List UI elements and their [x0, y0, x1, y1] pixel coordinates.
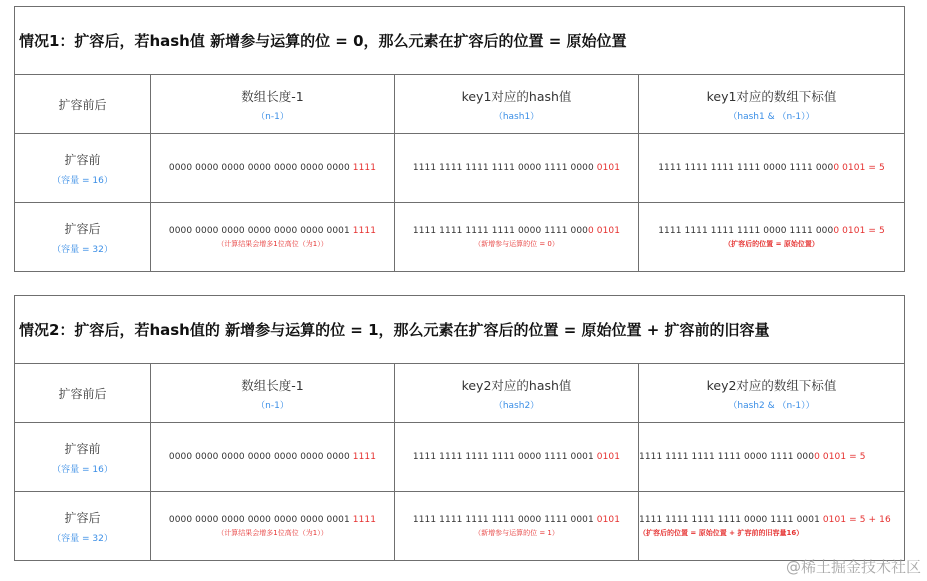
index-value: 1111 1111 1111 1111 0000 1111 0000 0101 = 5 （扩容后的位置 = 原始位置） — [639, 203, 905, 272]
case2-row-after — [15, 492, 905, 561]
case1-row-before — [15, 134, 905, 203]
hash-value: 1111 1111 1111 1111 0000 1111 0001 0101 — [395, 423, 639, 492]
row-label: 扩容后 （容量 = 32） — [15, 203, 151, 272]
case1-header-index: key1对应的数组下标值 （hash1 & （n-1）） — [639, 75, 905, 134]
row-label: 扩容前 （容量 = 16） — [15, 423, 151, 492]
n-minus-1-note: （计算结果会增多1位高位（为1）） — [217, 528, 328, 537]
n-minus-1-value: 0000 0000 0000 0000 0000 0000 0000 1111 — [151, 423, 395, 492]
hash-value: 1111 1111 1111 1111 0000 1111 0001 0101 （新增参与运算的位 = 1） — [395, 492, 639, 561]
index-value: 1111 1111 1111 1111 0000 1111 0001 0101 = 5 + 16 （扩容后的位置 = 原始位置 + 扩容前的旧容量16） — [639, 492, 905, 561]
case1-table — [14, 6, 904, 272]
case2-header-index: key2对应的数组下标值 （hash2 & （n-1）） — [639, 364, 905, 423]
case2-header-phase: 扩容前后 — [15, 364, 151, 423]
index-value: 1111 1111 1111 1111 0000 1111 0000 0101 = 5 — [639, 423, 905, 492]
hash-value: 1111 1111 1111 1111 0000 1111 0000 0101 （新增参与运算的位 = 0） — [395, 203, 639, 272]
case2-header-row — [15, 364, 905, 423]
hash-note: （新增参与运算的位 = 0） — [474, 239, 559, 248]
case1-title: 情况1：扩容后，若hash值 新增参与运算的位 = 0，那么元素在扩容后的位置 = 原始位置 — [15, 7, 905, 75]
n-minus-1-value: 0000 0000 0000 0000 0000 0000 0000 1111 — [151, 134, 395, 203]
case2-header-hash: key2对应的hash值 （hash2） — [395, 364, 639, 423]
case1-header-row — [15, 75, 905, 134]
row-label: 扩容前 （容量 = 16） — [15, 134, 151, 203]
index-note: （扩容后的位置 = 原始位置 + 扩容前的旧容量16） — [639, 528, 804, 537]
case1-header-hash: key1对应的hash值 （hash1） — [395, 75, 639, 134]
n-minus-1-value: 0000 0000 0000 0000 0000 0000 0001 1111 （计算结果会增多1位高位（为1）） — [151, 203, 395, 272]
case1-row-after — [15, 203, 905, 272]
n-minus-1-value: 0000 0000 0000 0000 0000 0000 0001 1111 （计算结果会增多1位高位（为1）） — [151, 492, 395, 561]
watermark: @稀土掘金技术社区 — [785, 558, 921, 576]
case1-header-n-minus-1: 数组长度-1 （n-1） — [151, 75, 395, 134]
hash-note: （新增参与运算的位 = 1） — [474, 528, 559, 537]
row-label: 扩容后 （容量 = 32） — [15, 492, 151, 561]
case2-row-before — [15, 423, 905, 492]
hash-value: 1111 1111 1111 1111 0000 1111 0000 0101 — [395, 134, 639, 203]
case2-title: 情况2：扩容后，若hash值的 新增参与运算的位 = 1，那么元素在扩容后的位置 = 原始位置 + 扩容前的旧容量 — [15, 296, 905, 364]
case2-header-n-minus-1: 数组长度-1 （n-1） — [151, 364, 395, 423]
case1-header-phase: 扩容前后 — [15, 75, 151, 134]
index-value: 1111 1111 1111 1111 0000 1111 0000 0101 = 5 — [639, 134, 905, 203]
index-note: （扩容后的位置 = 原始位置） — [724, 239, 819, 248]
case2-table — [14, 295, 904, 561]
n-minus-1-note: （计算结果会增多1位高位（为1）） — [217, 239, 328, 248]
